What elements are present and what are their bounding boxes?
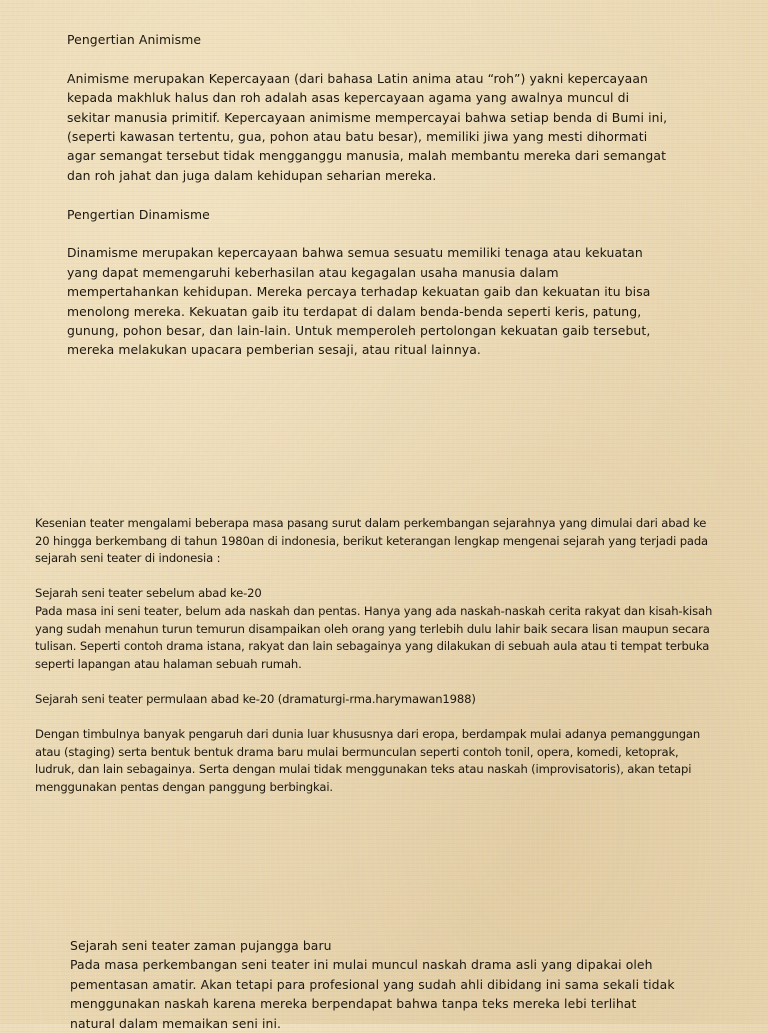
heading-animisme: Pengertian Animisme: [67, 32, 202, 47]
section-body-pre-20th-century: [35, 603, 735, 673]
paragraph-line: mereka melakukan upacara pemberian sesaji, atau ritual lainnya.: [67, 342, 481, 358]
paragraph-line: ludruk, dan lain sebagainya. Serta dengan mulai tidak menggunakan teks atau naskah (improvisatoris), akan tetapi: [35, 762, 692, 777]
slide-sejarah-teater: [35, 515, 735, 797]
paragraph-line: sejarah seni teater di indonesia :: [35, 551, 221, 566]
paragraph-line: sekitar manusia primitif. Kepercayaan animisme mempercayai bahwa setiap benda di Bumi ini,: [67, 109, 668, 125]
paragraph-dinamisme: [67, 243, 727, 359]
paragraph-line: menggunakan naskah karena mereka berpendapat bahwa tanpa teks mereka lebi terlihat: [70, 996, 637, 1012]
paragraph-line: natural dalam memaikan seni ini.: [70, 1015, 282, 1031]
paragraph-line: yang sudah menahun turun temurun disampaikan oleh orang yang terlebih dulu lahir baik secara lisan maupun secara: [35, 621, 710, 636]
slide-animisme-dinamisme: [67, 30, 727, 360]
paragraph-line: Dengan timbulnya banyak pengaruh dari dunia luar khususnya dari eropa, berdampak mulai adanya pemanggungan: [35, 727, 701, 742]
paragraph-line: yang dapat memengaruhi keberhasilan atau kegagalan usaha manusia dalam: [67, 264, 559, 280]
section-title-pujangga-baru: Sejarah seni teater zaman pujangga baru: [70, 938, 332, 953]
paragraph-line: menolong mereka. Kekuatan gaib itu terdapat di dalam benda-benda seperti keris, patung,: [67, 303, 642, 319]
paragraph-line: menggunakan pentas dengan panggung berbingkai.: [35, 779, 333, 794]
paragraph-line: Pada masa ini seni teater, belum ada naskah dan pentas. Hanya yang ada naskah-naskah cerita rakyat dan kisah-kisah: [35, 603, 713, 618]
paragraph-line: Animisme merupakan Kepercayaan (dari bahasa Latin anima atau “roh”) yakni kepercayaan: [67, 70, 649, 86]
paragraph-animisme: [67, 69, 727, 185]
paragraph-line: kepada makhluk halus dan roh adalah asas kepercayaan agama yang awalnya muncul di: [67, 90, 630, 106]
spacer: [35, 568, 735, 586]
paragraph-line: pementasan amatir. Akan tetapi para profesional yang sudah ahli dibidang ini sama sekali tidak: [70, 976, 675, 992]
heading-dinamisme: Pengertian Dinamisme: [67, 206, 210, 222]
section-title-early-20th-century: Sejarah seni teater permulaan abad ke-20 (dramaturgi-rma.harymawan1988): [35, 691, 476, 706]
paragraph-line: agar semangat tersebut tidak mengganggu manusia, malah membantu mereka dari semangat: [67, 148, 667, 164]
section-body-pujangga-baru: [70, 955, 730, 1033]
paragraph-line: tulisan. Seperti contoh drama istana, rakyat dan lain sebagainya yang dilakukan di sebuah aula atau ti tempat terbuka: [35, 639, 710, 654]
spacer: [67, 185, 727, 204]
paragraph-line: Dinamisme merupakan kepercayaan bahwa semua sesuatu memiliki tenaga atau kekuatan: [67, 245, 643, 261]
paragraph-line: gunung, pohon besar, dan lain-lain. Untuk memperoleh pertolongan kekuatan gaib tersebut,: [67, 323, 651, 339]
paragraph-line: Pada masa perkembangan seni teater ini mulai muncul naskah drama asli yang dipakai oleh: [70, 957, 653, 973]
spacer: [67, 224, 727, 243]
paragraph-line: Kesenian teater mengalami beberapa masa pasang surut dalam perkembangan sejarahnya yang dimulai dari abad ke: [35, 516, 707, 530]
intro-paragraph: [35, 515, 735, 568]
section-body-early-20th-century: [35, 726, 735, 796]
paragraph-line: seperti lapangan atau halaman sebuah rumah.: [35, 656, 302, 671]
paragraph-line: (seperti kawasan tertentu, gua, pohon atau batu besar), memiliki jiwa yang mesti dihormati: [67, 129, 648, 145]
spacer: [35, 709, 735, 727]
spacer: [35, 673, 735, 691]
paragraph-line: atau (staging) serta bentuk bentuk drama baru mulai bermunculan seperti contoh tonil, opera, komedi, ketoprak,: [35, 744, 679, 759]
section-title-pre-20th-century: Sejarah seni teater sebelum abad ke-20: [35, 586, 262, 601]
slide-pujangga-baru: [70, 936, 730, 1033]
paragraph-line: dan roh jahat dan juga dalam kehidupan seharian mereka.: [67, 167, 437, 183]
paragraph-line: 20 hingga berkembang di tahun 1980an di indonesia, berikut keterangan lengkap mengenai sejarah yang terjadi pada: [35, 533, 709, 548]
paragraph-line: mempertahankan kehidupan. Mereka percaya terhadap kekuatan gaib dan kekuatan itu bisa: [67, 284, 651, 300]
spacer: [67, 49, 727, 68]
